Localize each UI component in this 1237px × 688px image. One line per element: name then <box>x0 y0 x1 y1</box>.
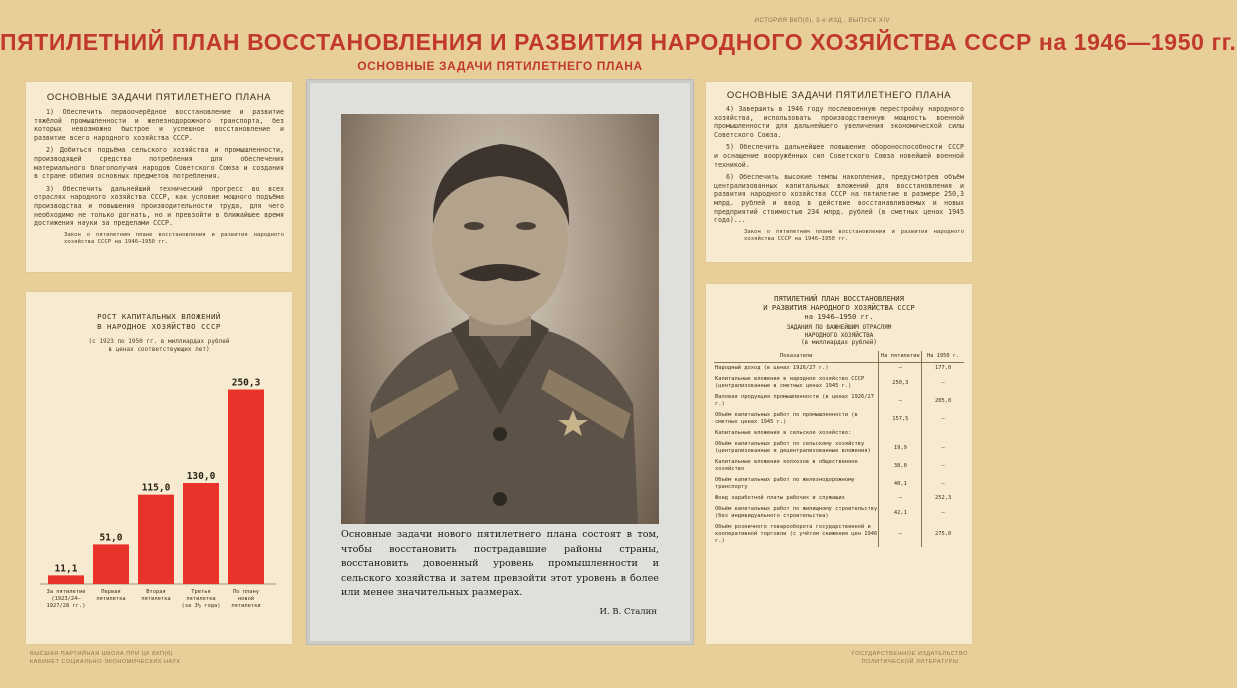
task-item: 1) Обеспечить первоочерёдное восстановление и развитие тяжёлой промышленности и железнодорожного транспорта, без которых невозможно быстрое и успешное восстановление и развитие всего народного хозяйства СССР. <box>34 108 284 142</box>
footer-line: ВЫСШАЯ ПАРТИЙНАЯ ШКОЛА ПРИ ЦК ВКП(б) <box>30 651 174 657</box>
category-label: По плану <box>233 589 259 595</box>
task-item: 3) Обеспечить дальнейший технический прогресс во всех отраслях народного хозяйства СССР, как условие мощного подъёма производства и повышения производительности труда, для чего необходимо не только догнать, но и превзойти в ближайшее время достижения науки за пределами СССР. <box>34 184 284 228</box>
row-value: — <box>922 457 964 475</box>
row-value: 275,0 <box>922 522 964 547</box>
row-value: — <box>922 475 964 493</box>
chart-title-line: РОСТ КАПИТАЛЬНЫХ ВЛОЖЕНИЙ <box>97 312 221 321</box>
table-row <box>714 362 964 374</box>
row-label: Капитальные вложения в сельское хозяйство: <box>715 429 852 436</box>
row-value: 19,9 <box>879 439 922 457</box>
row-label: Капитальные вложения колхозов в общественное хозяйство <box>715 458 858 472</box>
bar-value-label: 130,0 <box>186 471 216 482</box>
task-item: 5) Обеспечить дальнейшее повышение обороноспособности СССР и оснащение вооружённых сил Советского Союза новейшей военной техникой. <box>714 143 964 169</box>
plan-table-title <box>714 294 964 321</box>
row-value: — <box>922 504 964 522</box>
footer-right <box>852 650 968 666</box>
right-tasks-heading: ОСНОВНЫЕ ЗАДАЧИ ПЯТИЛЕТНЕГО ПЛАНА <box>726 90 952 101</box>
table-row <box>714 439 964 457</box>
row-label: Объём капитальных работ по сельскому хозяйству (централизованные и децентрализованные вложения) <box>715 440 871 454</box>
row-value: 177,0 <box>922 362 964 374</box>
bar-value-label: 51,0 <box>99 532 123 544</box>
stalin-quote <box>341 524 659 601</box>
chart-subtitle-line: в ценах соответствующих лет) <box>108 346 210 353</box>
bar-value-label: 115,0 <box>141 482 171 494</box>
column-header: На 1950 г. <box>922 351 964 363</box>
chart-panel <box>26 292 292 644</box>
portrait-silhouette <box>341 114 659 594</box>
category-label: Первая <box>101 589 121 595</box>
row-label: Объём капитальных работ по промышленности (в сметных ценах 1945 г.) <box>715 411 858 425</box>
bar-value-label: 250,3 <box>231 377 261 389</box>
footer-line: КАБИНЕТ СОЦИАЛЬНО-ЭКОНОМИЧЕСКИХ НАУК <box>30 659 181 665</box>
bar <box>228 390 264 584</box>
plan-table-subtitle <box>714 324 964 347</box>
table-header-row <box>714 351 964 363</box>
chart-title-line: В НАРОДНОЕ ХОЗЯЙСТВО СССР <box>97 322 221 331</box>
row-value: 250,3 <box>879 374 922 392</box>
row-label: Фонд заработной платы рабочих и служащих <box>715 494 845 501</box>
chart-title <box>26 312 292 332</box>
plan-table-panel <box>706 284 972 644</box>
table-row <box>714 504 964 522</box>
footer-line: ГОСУДАРСТВЕННОЕ ИЗДАТЕЛЬСТВО <box>852 651 968 657</box>
poster-subtitle: ОСНОВНЫЕ ЗАДАЧИ ПЯТИЛЕТНЕГО ПЛАНА <box>357 59 643 73</box>
column-header: На пятилетие <box>879 351 922 363</box>
chart-subtitle-line: (с 1923 по 1950 гг. в миллиардах рублей <box>88 338 230 345</box>
task-item: 2) Добиться подъёма сельского хозяйства и промышленности, производящей средства потребления для обеспечения материального благополучия народов Советского Союза и создания в стране обилия основных предметов потребления. <box>34 146 284 181</box>
plan-title-line: И РАЗВИТИЯ НАРОДНОГО ХОЗЯЙСТВА СССР <box>763 303 915 312</box>
row-value <box>879 428 922 439</box>
task-item: 4) Завершить в 1946 году послевоенную перестройку народного хозяйства, использовать производственную мощность военной промышленности для дальнейшего увеличения экономической силы Советского Союза. <box>714 105 964 139</box>
category-label: Вторая <box>146 589 166 595</box>
row-value: 157,5 <box>879 410 922 428</box>
edition-note: ИСТОРИЯ ВКП(б), 3-е ИЗД., ВЫПУСК XIV <box>754 18 890 24</box>
row-label: Объём капитальных работ по жилищному строительству (без индивидуального строительства) <box>715 505 878 519</box>
category-label: пятилетка <box>141 596 171 602</box>
chart-subtitle <box>26 338 292 354</box>
left-tasks-heading: ОСНОВНЫЕ ЗАДАЧИ ПЯТИЛЕТНЕГО ПЛАНА <box>46 92 272 103</box>
row-value: — <box>922 374 964 392</box>
table-row <box>714 457 964 475</box>
row-value: 252,3 <box>922 493 964 504</box>
capital-investment-chart <box>26 362 292 644</box>
left-tasks-text <box>34 108 284 246</box>
row-label: Валовая продукция промышленности (в ценах 1926/27 г.) <box>715 393 875 407</box>
bar <box>183 483 219 584</box>
bar-value-label: 11,1 <box>54 563 78 575</box>
plan-sub-line: ЗАДАНИЯ ПО ВАЖНЕЙШИМ ОТРАСЛЯМ <box>786 324 892 331</box>
footer-line: ПОЛИТИЧЕСКОЙ ЛИТЕРАТУРЫ <box>861 659 959 665</box>
row-label: Объём капитальных работ по железнодорожному транспорту <box>715 476 855 490</box>
row-value: — <box>879 522 922 547</box>
category-label: (1923/24— <box>51 596 81 602</box>
table-row <box>714 475 964 493</box>
law-citation: Закон о пятилетнем плане восстановления и развития народного хозяйства СССР на 1946—1950 гг. <box>744 228 964 242</box>
row-value: 42,1 <box>879 504 922 522</box>
table-row <box>714 374 964 392</box>
table-row <box>714 410 964 428</box>
quote-text: Основные задачи нового пятилетнего плана состоят в том, чтобы восстановить пострадавшие районы страны, восстановить довоенный уровень промышленности и сельского хозяйства и затем превзойти этот уровень в более или менее значительных размерах. <box>341 529 659 598</box>
row-value: 40,1 <box>879 475 922 493</box>
right-tasks-panel <box>706 82 972 262</box>
right-tasks-text <box>714 105 964 243</box>
quote-author: И. В. Сталин <box>599 607 657 617</box>
category-label: пятилетка <box>96 596 126 602</box>
row-label: Народный доход (в ценах 1926/27 г.) <box>715 364 829 371</box>
table-row <box>714 392 964 410</box>
category-label: Третья <box>191 589 211 595</box>
plan-title-line: на 1946—1950 гг. <box>804 312 874 321</box>
row-value: — <box>922 439 964 457</box>
task-item: 6) Обеспечить высокие темпы накопления, предусмотрев объём централизованных капитальных вложений для восстановления и развития народного хозяйства СССР на пятилетие в размере 250,3 млрд. рублей и ввод в действие восстанавливаемых и новых предприятий стоимостью 234 млрд. рублей (в сметных ценах 1945 года)... <box>714 173 964 225</box>
category-label: 1927/28 гг.) <box>46 603 86 609</box>
column-header: Показатели <box>714 351 879 363</box>
table-row <box>714 493 964 504</box>
bar <box>48 575 84 584</box>
row-value <box>922 428 964 439</box>
plan-unit: (в миллиардах рублей) <box>801 339 877 347</box>
footer-left <box>30 650 180 666</box>
table-row <box>714 522 964 547</box>
category-label: новой <box>237 596 255 602</box>
row-value: — <box>879 493 922 504</box>
category-label: За пятилетие <box>46 589 86 595</box>
row-value: — <box>879 392 922 410</box>
plan-title-line: ПЯТИЛЕТНИЙ ПЛАН ВОССТАНОВЛЕНИЯ <box>774 294 904 303</box>
category-label: пятилетка <box>186 596 216 602</box>
plan-table <box>714 351 964 547</box>
law-citation: Закон о пятилетнем плане восстановления и развития народного хозяйства СССР на 1946—1950 гг. <box>64 231 284 245</box>
row-label: Объём розничного товарооборота государственной и кооперативной торговли (с учётом снижения цен 1946 г.) <box>715 523 878 544</box>
table-row <box>714 428 964 439</box>
row-value: 205,0 <box>922 392 964 410</box>
row-value: — <box>879 362 922 374</box>
bar <box>138 495 174 584</box>
bar <box>93 544 129 584</box>
poster-title: ПЯТИЛЕТНИЙ ПЛАН ВОССТАНОВЛЕНИЯ И РАЗВИТИЯ НАРОДНОГО ХОЗЯЙСТВА СССР на 1946—1950 гг. <box>0 29 1237 55</box>
plan-sub-line: НАРОДНОГО ХОЗЯЙСТВА <box>804 331 874 339</box>
left-tasks-panel <box>26 82 292 272</box>
portrait-frame <box>307 80 693 644</box>
category-label: (за 3½ года) <box>181 603 221 609</box>
row-value: — <box>922 410 964 428</box>
row-label: Капитальные вложения в народное хозяйство СССР (централизованные в сметных ценах 1945 г.) <box>715 375 865 389</box>
stalin-portrait-image <box>341 114 659 594</box>
category-label: пятилетки <box>231 603 261 609</box>
row-value: 38,0 <box>879 457 922 475</box>
